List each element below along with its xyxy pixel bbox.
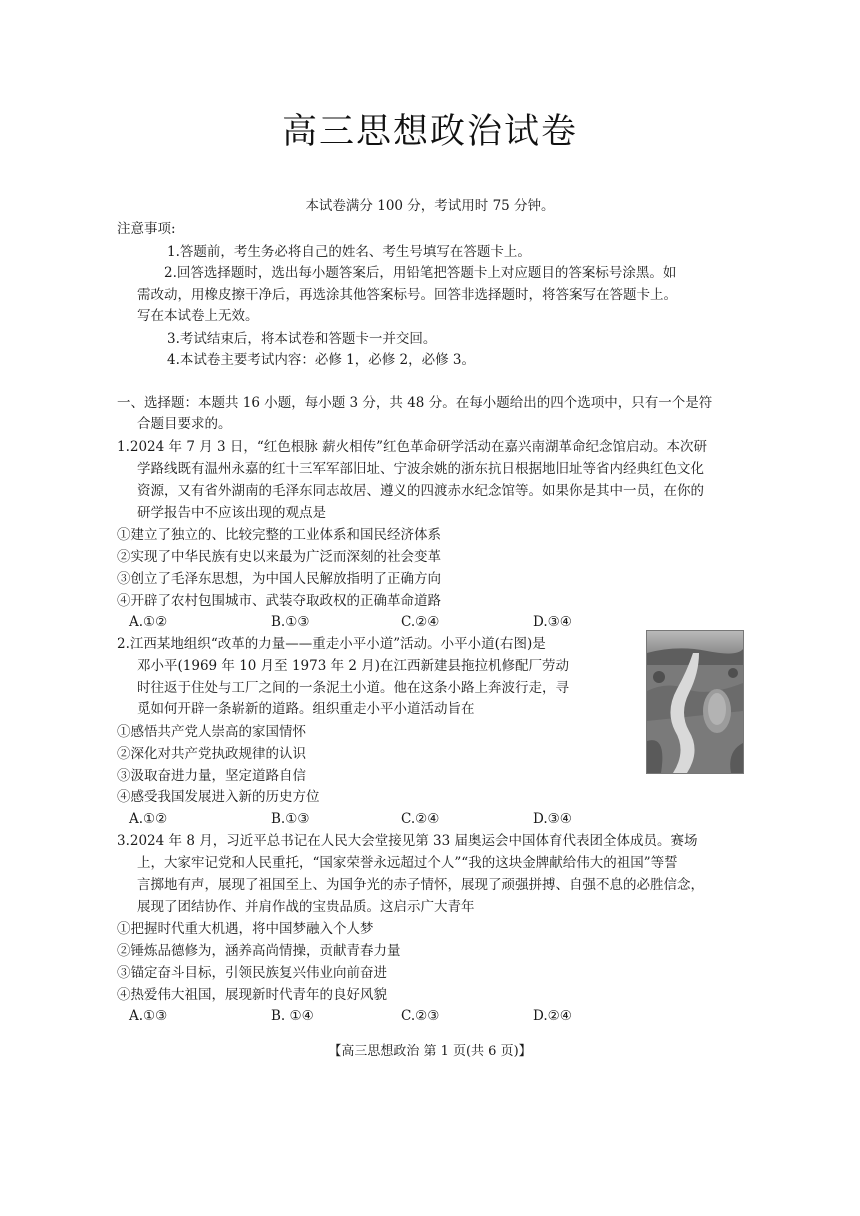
question-stem: 2.江西某地组织“改革的力量——重走小平小道”活动。小平小道(右图)是: [117, 636, 546, 652]
statement: ③汲取奋进力量，坚定道路自信: [117, 768, 306, 784]
page-title: 高三思想政治试卷: [281, 112, 578, 152]
statement: ③锚定奋斗目标，引领民族复兴伟业向前奋进: [117, 965, 387, 981]
statement: ③创立了毛泽东思想，为中国人民解放指明了正确方向: [117, 571, 441, 587]
notice-item: 需改动，用橡皮擦干净后，再选涂其他答案标号。回答非选择题时，将答案写在答题卡上。: [137, 287, 677, 303]
option-a[interactable]: A.①②: [129, 614, 168, 630]
option-c[interactable]: C.②④: [401, 614, 440, 630]
notice-heading: 注意事项:: [117, 221, 176, 237]
option-d[interactable]: D.②④: [533, 1008, 572, 1024]
question-stem: 研学报告中不应该出现的观点是: [137, 505, 326, 521]
statement: ④开辟了农村包围城市、武装夺取政权的正确革命道路: [117, 593, 441, 609]
notice-item: 1.答题前，考生务必将自己的姓名、考生号填写在答题卡上。: [167, 244, 531, 260]
question-stem: 邓小平(1969 年 10 月至 1973 年 2 月)在江西新建县拖拉机修配厂劳动: [137, 658, 570, 674]
question-stem: 资源，又有省外湖南的毛泽东同志故居、遵义的四渡赤水纪念馆等。如果你是其中一员，在你的: [137, 483, 704, 499]
page-footer: 【高三思想政治 第 1 页(共 6 页)】: [328, 1044, 532, 1059]
question-stem: 言掷地有声，展现了祖国至上、为国争光的赤子情怀，展现了顽强拼搏、自强不息的必胜信念，: [137, 877, 704, 893]
question-stem: 学路线既有温州永嘉的红十三军军部旧址、宁波余姚的浙东抗日根据地旧址等省内经典红色文化: [137, 461, 704, 477]
question-stem: 上，大家牢记党和人民重托，“国家荣誉永远超过个人”“我的这块金牌献给伟大的祖国”等誓: [137, 855, 678, 871]
statement: ②深化对共产党执政规律的认识: [117, 746, 306, 762]
question-stem: 觅如何开辟一条崭新的道路。组织重走小平小道活动旨在: [137, 701, 475, 717]
exam-subtitle: 本试卷满分 100 分，考试用时 75 分钟。: [305, 198, 555, 214]
option-c[interactable]: C.②③: [401, 1008, 440, 1024]
option-c[interactable]: C.②④: [401, 811, 440, 827]
option-a[interactable]: A.①③: [129, 1008, 168, 1024]
section-heading-cont: 合题目要求的。: [137, 416, 232, 432]
option-d[interactable]: D.③④: [533, 614, 572, 630]
section-heading: 一、选择题：本题共 16 小题，每小题 3 分，共 48 分。在每小题给出的四个选项中，只有一个是符: [117, 395, 713, 411]
notice-item: 3.考试结束后，将本试卷和答题卡一并交回。: [167, 331, 437, 347]
option-d[interactable]: D.③④: [533, 811, 572, 827]
notice-item: 4.本试卷主要考试内容：必修 1，必修 2，必修 3。: [167, 352, 476, 368]
question-stem: 3.2024 年 8 月，习近平总书记在人民大会堂接见第 33 届奥运会中国体育代表团全体成员。赛场: [117, 833, 698, 849]
notice-item: 2.回答选择题时，选出每小题答案后，用铅笔把答题卡上对应题目的答案标号涂黑。如: [164, 265, 677, 281]
statement: ①建立了独立的、比较完整的工业体系和国民经济体系: [117, 527, 441, 543]
option-b[interactable]: B. ①④: [271, 1008, 314, 1024]
statement: ②实现了中华民族有史以来最为广泛而深刻的社会变革: [117, 549, 441, 565]
statement: ④感受我国发展进入新的历史方位: [117, 789, 320, 805]
statement: ④热爱伟大祖国，展现新时代青年的良好风貌: [117, 987, 387, 1003]
statement: ②锤炼品德修为，涵养高尚情操，贡献青春力量: [117, 943, 401, 959]
question-stem: 时往返于住处与工厂之间的一条泥土小道。他在这条小路上奔波行走，寻: [137, 680, 569, 696]
xiaoping-path-photo: [646, 630, 744, 774]
question-stem: 1.2024 年 7 月 3 日，“红色根脉 薪火相传”红色革命研学活动在嘉兴南湖革命纪念馆启动。本次研: [117, 439, 707, 455]
statement: ①把握时代重大机遇，将中国梦融入个人梦: [117, 921, 374, 937]
question-stem: 展现了团结协作、并肩作战的宝贵品质。这启示广大青年: [137, 899, 475, 915]
notice-item: 写在本试卷上无效。: [137, 308, 259, 324]
statement: ①感悟共产党人崇高的家国情怀: [117, 724, 306, 740]
option-b[interactable]: B.①③: [271, 614, 310, 630]
option-b[interactable]: B.①③: [271, 811, 310, 827]
option-a[interactable]: A.①②: [129, 811, 168, 827]
